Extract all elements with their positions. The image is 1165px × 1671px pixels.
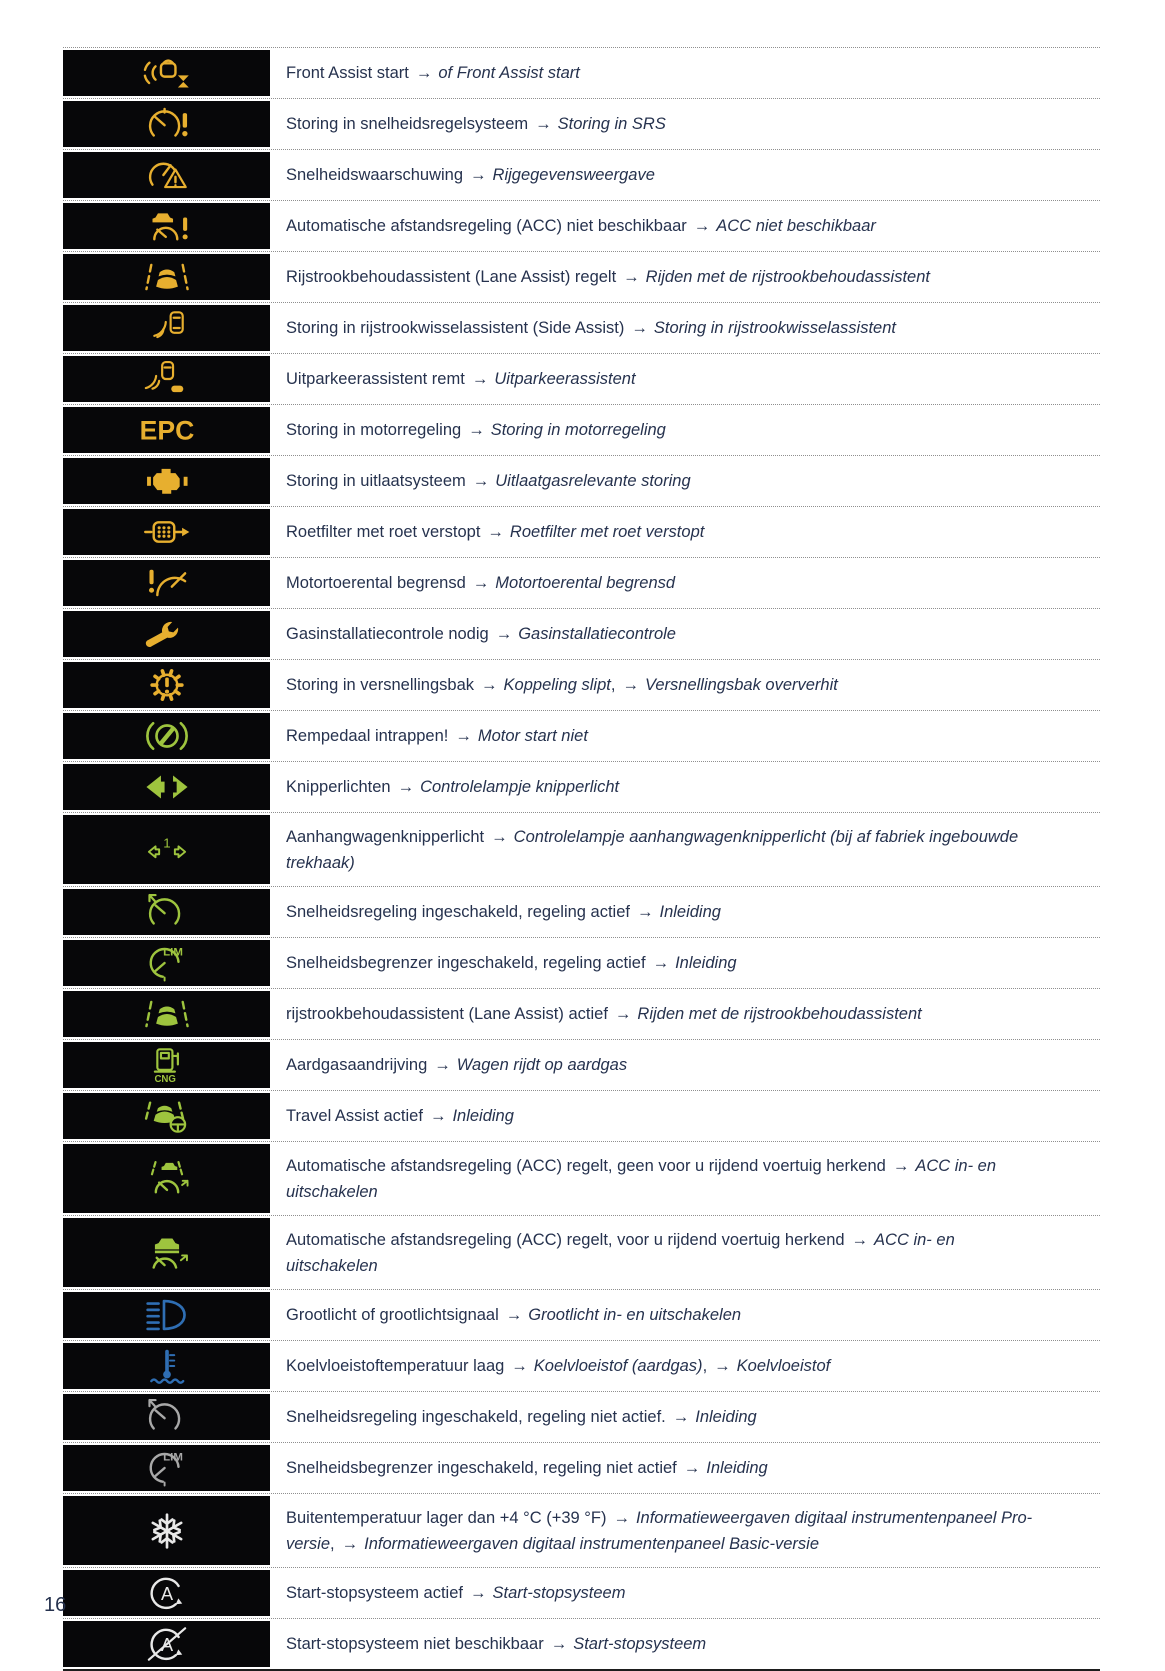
coolant-icon bbox=[138, 1343, 196, 1389]
indicator-symbol-cell bbox=[63, 354, 270, 404]
indicator-row bbox=[63, 455, 1100, 506]
indicator-description-cell bbox=[270, 303, 1100, 353]
indicator-description-cell bbox=[270, 150, 1100, 200]
arrow-icon: → bbox=[397, 778, 415, 796]
indicator-description-cell bbox=[270, 99, 1100, 149]
indicator-description-cell bbox=[270, 507, 1100, 557]
indicator-row bbox=[63, 710, 1100, 761]
reference-link: Inleiding bbox=[695, 1408, 757, 1426]
row-text: Snelheidsregeling ingeschakeld, regeling niet actief. bbox=[286, 1408, 666, 1426]
indicator-row bbox=[63, 608, 1100, 659]
indicator-row bbox=[63, 506, 1100, 557]
indicator-row bbox=[63, 404, 1100, 455]
indicator-description-cell bbox=[270, 1091, 1100, 1141]
reference-link: Grootlicht in- en uitschakelen bbox=[528, 1306, 742, 1324]
indicator-row bbox=[63, 812, 1100, 886]
arrow-icon: → bbox=[495, 625, 513, 643]
row-text: , bbox=[702, 1357, 708, 1375]
arrow-icon: → bbox=[851, 1230, 869, 1249]
arrow-icon: → bbox=[714, 1357, 731, 1375]
arrow-icon: → bbox=[434, 1056, 451, 1074]
indicator-description bbox=[286, 774, 619, 800]
indicator-description bbox=[286, 672, 838, 698]
arrow-icon: → bbox=[341, 1534, 359, 1553]
reference-link: Storing in SRS bbox=[557, 115, 666, 133]
indicator-symbol-cell bbox=[63, 1568, 270, 1618]
indicator-description bbox=[286, 1455, 768, 1481]
indicator-symbol-cell bbox=[63, 252, 270, 302]
row-text: Storing in uitlaatsysteem bbox=[286, 472, 466, 490]
indicator-description-cell bbox=[270, 1290, 1100, 1340]
brake-pedal-icon bbox=[138, 713, 196, 759]
indicator-description bbox=[286, 1580, 625, 1606]
reference-link: Versnellingsbak oververhit bbox=[644, 676, 838, 694]
indicator-symbol-cell bbox=[63, 150, 270, 200]
indicator-symbol-cell bbox=[63, 609, 270, 659]
row-text: Knipperlichten bbox=[286, 778, 391, 796]
indicator-symbol-cell bbox=[63, 989, 270, 1039]
reference-link: Roetfilter met roet verstopt bbox=[509, 523, 705, 541]
indicator-description-cell bbox=[270, 660, 1100, 710]
reference-link: Koelvloeistof bbox=[736, 1357, 831, 1375]
indicator-description-cell bbox=[270, 762, 1100, 812]
indicator-description bbox=[286, 950, 737, 976]
indicator-description-cell bbox=[270, 1443, 1100, 1493]
arrow-icon: → bbox=[892, 1156, 910, 1175]
arrow-icon: → bbox=[683, 1459, 701, 1477]
arrow-icon: → bbox=[455, 727, 472, 745]
row-text: Gasinstallatiecontrole nodig bbox=[286, 625, 489, 643]
row-text: Storing in snelheidsregelsysteem bbox=[286, 115, 529, 133]
indicator-symbol-cell bbox=[63, 303, 270, 353]
arrow-icon: → bbox=[613, 1508, 630, 1527]
indicator-description-cell bbox=[270, 252, 1100, 302]
arrow-icon: → bbox=[481, 676, 498, 694]
indicator-description bbox=[286, 570, 675, 596]
indicator-table bbox=[63, 47, 1100, 1671]
row-text: Snelheidsregeling ingeschakeld, regeling actief bbox=[286, 903, 630, 921]
row-text: Snelheidsbegrenzer ingeschakeld, regeling actief bbox=[286, 954, 646, 972]
park-assist-icon bbox=[138, 356, 196, 402]
row-text: Snelheidswaarschuwing bbox=[286, 166, 464, 184]
high-beam-icon bbox=[138, 1292, 196, 1338]
reference-link: Inleiding bbox=[675, 954, 737, 972]
cruise-icon bbox=[138, 889, 196, 935]
arrow-icon: → bbox=[415, 64, 433, 82]
indicator-description bbox=[286, 824, 1036, 876]
indicator-description bbox=[286, 1505, 1036, 1557]
arrow-icon: → bbox=[472, 472, 490, 490]
indicator-description bbox=[286, 264, 930, 290]
lane-assist-icon bbox=[138, 991, 196, 1037]
indicator-description-cell bbox=[270, 1142, 1100, 1215]
indicator-description bbox=[286, 1153, 1036, 1205]
arrow-icon: → bbox=[622, 676, 639, 694]
row-text: Grootlicht of grootlichtsignaal bbox=[286, 1306, 499, 1324]
svg-text:A: A bbox=[160, 1584, 173, 1605]
svg-text:LIM: LIM bbox=[162, 1451, 183, 1464]
arrow-icon: → bbox=[672, 1408, 690, 1426]
indicator-symbol-cell bbox=[63, 1040, 270, 1090]
indicator-symbol-cell bbox=[63, 405, 270, 455]
indicator-row bbox=[63, 1289, 1100, 1340]
row-text: Start-stopsysteem actief bbox=[286, 1584, 463, 1602]
reference-link: Motor start niet bbox=[477, 727, 588, 745]
indicator-description-cell bbox=[270, 1392, 1100, 1442]
reference-link: Wagen rijdt op aardgas bbox=[456, 1056, 628, 1074]
row-text: Snelheidsbegrenzer ingeschakeld, regeling niet actief bbox=[286, 1459, 677, 1477]
reference-link: Rijden met de rijstrookbehoudassistent bbox=[645, 268, 930, 286]
indicator-description bbox=[286, 1052, 627, 1078]
reference-link: Inleiding bbox=[706, 1459, 768, 1477]
indicator-symbol-cell bbox=[63, 1142, 270, 1215]
indicator-symbol-cell bbox=[63, 507, 270, 557]
indicator-description-cell bbox=[270, 1216, 1100, 1289]
indicator-row bbox=[63, 659, 1100, 710]
indicator-description-cell bbox=[270, 989, 1100, 1039]
indicator-description bbox=[286, 1103, 514, 1129]
indicator-description bbox=[286, 1001, 922, 1027]
reference-link: Gasinstallatiecontrole bbox=[518, 625, 676, 643]
indicator-description bbox=[286, 1353, 830, 1379]
reference-link: Inleiding bbox=[452, 1107, 514, 1125]
indicator-description bbox=[286, 417, 666, 443]
row-text: Buitentemperatuur lager dan +4 °C (+39 °F) bbox=[286, 1508, 607, 1527]
row-text: Rempedaal intrappen! bbox=[286, 727, 449, 745]
indicator-symbol-cell bbox=[63, 48, 270, 98]
indicator-description bbox=[286, 1631, 706, 1657]
arrow-icon: → bbox=[470, 166, 487, 184]
reference-link: Uitlaatgasrelevante storing bbox=[495, 472, 691, 490]
indicator-description-cell bbox=[270, 1341, 1100, 1391]
row-text: Automatische afstandsregeling (ACC) regelt, geen voor u rijdend voertuig herkend bbox=[286, 1156, 886, 1175]
indicator-description bbox=[286, 162, 655, 188]
wrench-icon bbox=[138, 611, 196, 657]
reference-link: Start-stopsysteem bbox=[492, 1584, 626, 1602]
indicator-description-cell bbox=[270, 48, 1100, 98]
reference-link: ACC in- en uitschakelen bbox=[286, 1156, 997, 1201]
reference-link: Rijgegevensweergave bbox=[492, 166, 655, 184]
arrow-icon: → bbox=[487, 523, 504, 541]
dpf-icon bbox=[138, 509, 196, 555]
cng-icon bbox=[138, 1042, 196, 1088]
indicator-symbol-cell bbox=[63, 1494, 270, 1567]
indicator-description bbox=[286, 60, 580, 86]
arrow-icon: → bbox=[505, 1306, 523, 1324]
indicator-symbol-cell bbox=[63, 1443, 270, 1493]
indicator-symbol-cell bbox=[63, 1392, 270, 1442]
row-text: Travel Assist actief bbox=[286, 1107, 423, 1125]
limiter-icon bbox=[138, 1445, 196, 1491]
indicator-description bbox=[286, 1302, 741, 1328]
indicator-row bbox=[63, 1141, 1100, 1215]
indicator-description-cell bbox=[270, 456, 1100, 506]
epc-icon bbox=[138, 407, 196, 453]
limiter-icon bbox=[138, 940, 196, 986]
row-text: Aardgasaandrijving bbox=[286, 1056, 428, 1074]
acc-vehicle-icon bbox=[138, 1230, 196, 1276]
arrow-icon: → bbox=[550, 1635, 568, 1653]
cruise-icon bbox=[138, 1394, 196, 1440]
indicator-symbol-cell bbox=[63, 1341, 270, 1391]
start-stop-off-icon bbox=[138, 1621, 196, 1667]
indicator-description bbox=[286, 1404, 757, 1430]
indicator-row bbox=[63, 98, 1100, 149]
row-text: Rijstrookbehoudassistent (Lane Assist) regelt bbox=[286, 268, 617, 286]
gearbox-fault-icon bbox=[138, 662, 196, 708]
indicator-symbol-cell bbox=[63, 660, 270, 710]
reference-link: of Front Assist start bbox=[438, 64, 580, 82]
indicator-description-cell bbox=[270, 1040, 1100, 1090]
indicator-row bbox=[63, 1340, 1100, 1391]
indicator-description-cell bbox=[270, 201, 1100, 251]
indicator-description-cell bbox=[270, 887, 1100, 937]
arrow-icon: → bbox=[469, 1584, 487, 1602]
reference-link: Controlelampje aanhangwagenknipperlicht (bij af fabriek ingebouwde trekhaak) bbox=[286, 827, 1019, 872]
row-text: Motortoerental begrensd bbox=[286, 574, 466, 592]
cruise-fault-icon bbox=[138, 101, 196, 147]
indicator-row bbox=[63, 937, 1100, 988]
indicator-row bbox=[63, 200, 1100, 251]
indicator-description-cell bbox=[270, 558, 1100, 608]
indicator-description-cell bbox=[270, 711, 1100, 761]
indicator-symbol-cell bbox=[63, 813, 270, 886]
indicator-description-cell bbox=[270, 1619, 1100, 1669]
indicator-symbol-cell bbox=[63, 711, 270, 761]
row-text: Koelvloeistoftemperatuur laag bbox=[286, 1357, 505, 1375]
arrow-icon: → bbox=[429, 1107, 447, 1125]
arrow-icon: → bbox=[614, 1005, 632, 1023]
indicator-description-cell bbox=[270, 813, 1100, 886]
arrow-icon: → bbox=[535, 115, 552, 133]
indicator-symbol-cell bbox=[63, 1091, 270, 1141]
turn-signals-icon bbox=[138, 764, 196, 810]
indicator-description bbox=[286, 315, 896, 341]
indicator-symbol-cell bbox=[63, 1290, 270, 1340]
indicator-symbol-cell bbox=[63, 99, 270, 149]
front-assist-icon bbox=[138, 50, 196, 96]
reference-link: Koelvloeistof (aardgas) bbox=[533, 1357, 703, 1375]
row-text: Storing in rijstrookwisselassistent (Side Assist) bbox=[286, 319, 625, 337]
reference-link: Inleiding bbox=[659, 903, 721, 921]
page-number: 16 bbox=[44, 1594, 67, 1616]
row-text: Roetfilter met roet verstopt bbox=[286, 523, 481, 541]
arrow-icon: → bbox=[511, 1357, 528, 1375]
row-text: Front Assist start bbox=[286, 64, 409, 82]
indicator-row bbox=[63, 48, 1100, 98]
indicator-description bbox=[286, 621, 676, 647]
row-text: Storing in motorregeling bbox=[286, 421, 462, 439]
arrow-icon: → bbox=[468, 421, 485, 439]
reference-link: Controlelampje knipperlicht bbox=[420, 778, 620, 796]
reference-link: Informatieweergaven digitaal instrumentenpaneel Basic-versie bbox=[364, 1534, 820, 1553]
indicator-symbol-cell bbox=[63, 558, 270, 608]
acc-no-vehicle-icon bbox=[138, 1156, 196, 1202]
arrow-icon: → bbox=[472, 574, 490, 592]
start-stop-icon bbox=[138, 1570, 196, 1616]
acc-unavailable-icon bbox=[138, 203, 196, 249]
indicator-row bbox=[63, 353, 1100, 404]
indicator-description bbox=[286, 723, 588, 749]
row-text: Start-stopsysteem niet beschikbaar bbox=[286, 1635, 544, 1653]
indicator-description-cell bbox=[270, 1568, 1100, 1618]
indicator-row bbox=[63, 1391, 1100, 1442]
indicator-row bbox=[63, 1567, 1100, 1618]
row-text: Uitparkeerassistent remt bbox=[286, 370, 465, 388]
arrow-icon: → bbox=[471, 370, 489, 388]
engine-icon bbox=[138, 458, 196, 504]
reference-link: Uitparkeerassistent bbox=[494, 370, 636, 388]
travel-assist-icon bbox=[138, 1093, 196, 1139]
indicator-row bbox=[63, 302, 1100, 353]
indicator-description-cell bbox=[270, 1494, 1100, 1567]
indicator-row bbox=[63, 1493, 1100, 1567]
arrow-icon: → bbox=[652, 954, 670, 972]
arrow-icon: → bbox=[631, 319, 648, 337]
indicator-description bbox=[286, 899, 721, 925]
indicator-row bbox=[63, 1618, 1100, 1669]
lane-assist-icon bbox=[138, 254, 196, 300]
indicator-row bbox=[63, 1215, 1100, 1289]
reference-link: ACC in- en uitschakelen bbox=[286, 1230, 955, 1275]
reference-link: Informatieweergaven digitaal instrumentenpaneel Pro-versie bbox=[286, 1508, 1033, 1553]
indicator-symbol-cell bbox=[63, 887, 270, 937]
indicator-row bbox=[63, 886, 1100, 937]
side-assist-icon bbox=[138, 305, 196, 351]
row-text: , bbox=[330, 1534, 335, 1553]
indicator-row bbox=[63, 761, 1100, 812]
reference-link: Start-stopsysteem bbox=[573, 1635, 707, 1653]
indicator-row bbox=[63, 251, 1100, 302]
row-text: Automatische afstandsregeling (ACC) niet beschikbaar bbox=[286, 217, 687, 235]
indicator-description-cell bbox=[270, 609, 1100, 659]
indicator-description bbox=[286, 519, 704, 545]
indicator-description bbox=[286, 111, 666, 137]
indicator-row bbox=[63, 557, 1100, 608]
arrow-icon: → bbox=[491, 827, 508, 846]
svg-text:LIM: LIM bbox=[162, 946, 183, 959]
indicator-description-cell bbox=[270, 405, 1100, 455]
row-text: rijstrookbehoudassistent (Lane Assist) actief bbox=[286, 1005, 608, 1023]
svg-text:1: 1 bbox=[162, 835, 171, 851]
reference-link: Koppeling slipt bbox=[503, 676, 611, 694]
reference-link: ACC niet beschikbaar bbox=[716, 217, 876, 235]
indicator-row bbox=[63, 149, 1100, 200]
indicator-symbol-cell bbox=[63, 456, 270, 506]
reference-link: Motortoerental begrensd bbox=[495, 574, 676, 592]
indicator-description bbox=[286, 468, 691, 494]
svg-text:A: A bbox=[160, 1635, 173, 1656]
indicator-symbol-cell bbox=[63, 201, 270, 251]
arrow-icon: → bbox=[623, 268, 640, 286]
indicator-symbol-cell bbox=[63, 1216, 270, 1289]
reference-link: Rijden met de rijstrookbehoudassistent bbox=[637, 1005, 922, 1023]
row-text: Aanhangwagenknipperlicht bbox=[286, 827, 485, 846]
indicator-row bbox=[63, 1442, 1100, 1493]
indicator-description-cell bbox=[270, 354, 1100, 404]
row-text: Storing in versnellingsbak bbox=[286, 676, 475, 694]
reference-link: Storing in motorregeling bbox=[490, 421, 666, 439]
indicator-symbol-cell bbox=[63, 938, 270, 988]
indicator-description bbox=[286, 1227, 1036, 1279]
rev-limit-icon bbox=[138, 560, 196, 606]
indicator-description bbox=[286, 213, 876, 239]
arrow-icon: → bbox=[693, 217, 711, 235]
indicator-description bbox=[286, 366, 636, 392]
trailer-signal-icon bbox=[138, 827, 196, 873]
row-text: , bbox=[610, 676, 616, 694]
row-text: Automatische afstandsregeling (ACC) regelt, voor u rijdend voertuig herkend bbox=[286, 1230, 845, 1249]
indicator-row bbox=[63, 988, 1100, 1039]
arrow-icon: → bbox=[636, 903, 654, 921]
indicator-symbol-cell bbox=[63, 1619, 270, 1669]
indicator-symbol-cell bbox=[63, 762, 270, 812]
indicator-row bbox=[63, 1090, 1100, 1141]
speed-warning-icon bbox=[138, 152, 196, 198]
svg-text:EPC: EPC bbox=[139, 415, 194, 446]
snowflake-icon bbox=[138, 1508, 196, 1554]
svg-text:CNG: CNG bbox=[153, 1073, 176, 1085]
reference-link: Storing in rijstrookwisselassistent bbox=[653, 319, 896, 337]
indicator-description-cell bbox=[270, 938, 1100, 988]
indicator-row bbox=[63, 1039, 1100, 1090]
